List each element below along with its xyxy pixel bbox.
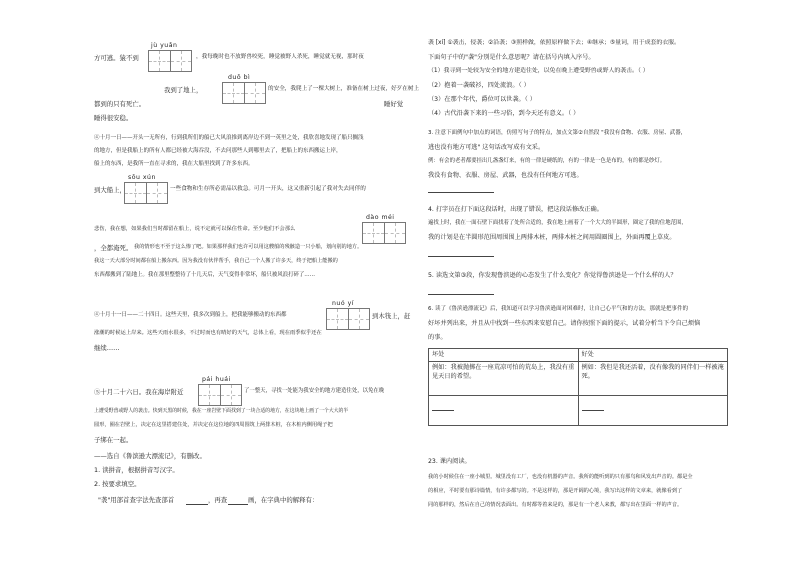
question-5: 5. 读选文第③段，你发现鲁滨逊的心态发生了什么变化？你觉得鲁滨逊是一个什么样的人？ [428, 272, 677, 279]
question-3-text: 逃也没有地方可逃" 这句话改写成有文采。 [428, 144, 545, 151]
text-line: 睡得很安稳。 [94, 114, 133, 122]
dictionary-entry: 袭 [xí] ①袭击，侵袭；②沿袭；③照样做，依照原样做下去；④继承；⑤量词，用于成套的衣服。 [428, 40, 680, 46]
character-grid-input[interactable] [326, 308, 370, 330]
text-line: 子绑在一起。 [94, 436, 133, 444]
text-line: ④十月十一日——二十四日。这些天里，我多次到船上，把我能够搬动的东西都 [94, 312, 287, 318]
blank-input[interactable] [186, 504, 208, 505]
text-line: 了一整天，寻找一处能为我安全的地方建造住处，以免在晚 [244, 388, 385, 394]
question-3: 3. 注意下面例句中加点的词语，仿照写句子的特点，加点文第②自然段 "我没有食物、衣服、房屋、武器， [428, 130, 687, 136]
reading-text: 我的小时候住在一座小城里。城里没有工厂，也没有机器的声音。我所的能听到的只有那鸟和风发出声音的。都是全 [428, 474, 693, 480]
sentence-item: （1）我寻到一处较为安全的地方建造住处，以免在晚上遭受野兽或野人的袭击。（ ） [428, 68, 649, 74]
text-line: ，全都淹死。 [94, 244, 133, 252]
pinyin-label: dào méi [366, 214, 395, 221]
text-line: 睡好觉 [384, 100, 404, 108]
comparison-table [428, 348, 728, 426]
text-line: 继续…… [94, 344, 120, 352]
reading-text: 的相应，平时要有那诗篇情，有许多都写的。不是这样的，那是开阔的心境，我写出这样的文章来，就像看到了 [428, 488, 683, 494]
source-line: ——选自《鲁滨逊大漂流记》，有删改。 [94, 452, 206, 460]
sentence-item: （2）抱着一袭破衫，四处流浪。（ ） [428, 82, 530, 89]
text-line: 我这一天大部分时间都在船上搬东西。因为我没有伙伴帮手，我自己一个人搬了许多天，终于把船上能搬的 [94, 258, 338, 264]
table-cell-example-bad: 例如：我被抛掷在一座荒凉可怕的荒岛上，我没有重见天日的希望。 [429, 362, 579, 396]
instruction: 下面句子中的"袭"分别是什么意思呢？请在括号内填入序号。 [428, 54, 595, 61]
text-line: 上遭受野兽或野人的袭击。快到天黑的时候，我在一座岩壁下面找到了一块合适的地方，在这块地上画了一个大大的半 [94, 408, 349, 414]
table-header-good: 好处 [578, 349, 728, 362]
pinyin-label: jù yuǎn [151, 42, 178, 49]
pinyin-label: pái huái [202, 376, 231, 383]
table-cell-answer-good[interactable] [578, 396, 728, 426]
answer-line[interactable] [428, 192, 494, 193]
text-line: ，我每晚时也不放野兽咬死，睡觉被野人杀死，睡觉就无视，那时夜 [196, 54, 364, 60]
question-23: 23. 课内阅读。 [428, 458, 471, 465]
question-1: 1. 读拼音，根据拼音写汉字。 [94, 466, 179, 474]
question-6-text: 的事。 [428, 334, 447, 341]
answer-line[interactable] [428, 256, 494, 257]
text-line: 圆形，圈在岩壁上，决定在这里搭建住处，并决定在这位地的四周围筑上两排木桩，在木桩内侧用绳子把 [94, 422, 333, 428]
text-line: 都到的只有死亡。 [94, 100, 146, 108]
blank-input[interactable] [228, 504, 248, 505]
character-grid-input[interactable] [362, 222, 406, 244]
character-grid-input[interactable] [124, 182, 168, 204]
text-line: ④十月一日——开头一无所有，行到我所们的船已大风浪推到离岸边不到一英里之处，我欣喜地发现了船只搁浅 [94, 135, 364, 141]
character-grid-input[interactable] [198, 384, 242, 406]
pinyin-label: nuó yí [332, 300, 354, 307]
table-header-bad: 坏处 [429, 349, 579, 362]
table-cell-example-good: 例如：我但是我还活着，没有像我的同伴们一样被淹死。 [578, 362, 728, 396]
text-line: 一些食物和生存所必需品以救急。可月一开头，这又重新引起了我对失去同伴的 [170, 186, 366, 192]
text-line: 涨潮的时候运上岸来。这些天雨水很多，不过时而也有晴好的天气，总体上看，现在雨季似乎还在 [94, 330, 322, 336]
answer-line[interactable] [428, 294, 494, 295]
question-4: 4. 打字员在打下面这段话时，出现了错误，把这段话修改正确。 [428, 206, 603, 213]
question-6: 6. 读了《鲁滨逊漂流记》后，我知道可以学习鲁滨逊面对困难时，让自己心平气和的方法，那就是把事件的 [428, 306, 688, 312]
question-2-text: 画，在字典中的解释有： [248, 496, 319, 504]
pinyin-label: duō bì [228, 74, 251, 81]
reading-text: 同的那样的，然后在自己的情况表面出。有时都等着来是的，那是有一个老人来教，都写出在里面一样的声音。 [428, 502, 683, 508]
text-line: 的安全，我爬上了一棵大树上，准备在树上过夜，好歹在树上 [268, 86, 420, 92]
text-line: 我到了地上， [164, 86, 203, 94]
text-line: 我的情形也不至于这么惨了吧。如果那样我们也许可以用这艘船的残骸造一只小船，划向别的地方。 [134, 244, 363, 250]
table-cell-answer-bad[interactable] [429, 396, 579, 426]
question-4-text: 我的计划是在半圆形范围周围围上两排木桩，两排木桩之间用圆圈围上，外面再覆上草皮。 [428, 234, 676, 241]
text-line: ⑤十月二十六日。我在海岸附近 [94, 388, 184, 396]
text-line: 到木筏上，赶 [372, 312, 411, 320]
question-6-text: 好坏并列出来，并且从中找到一些东西来安慰自己。请你按照下面的提示，试着分析当下令自己烦恼 [428, 320, 701, 327]
text-line: 到大船上， [94, 186, 126, 194]
text-line: 东西都搬到了陆地上。我在那里整整待了十几天后，天气变得非常坏，船只被风浪打碎了…… [94, 272, 316, 278]
question-2-text: ，再查 [208, 496, 228, 504]
sentence-item: （3）在那个年代，爵位可以世袭。（ ） [428, 96, 536, 103]
text-line: 船上的东西，是我所一直在寻求的，我在大船里找到了许多东西。 [94, 161, 254, 167]
example-sentence: 例：有会的老者都要挂出几盏盏灯来，有的一律是硬纸的，有的一律是一色是布的，有的都是纱灯。 [428, 158, 666, 164]
character-grid-input[interactable] [148, 50, 192, 72]
text-line: 悲伤，我在想，如果我们当时都留在船上，说不定就可以保住性命。至少他们不会那么 [94, 226, 296, 232]
character-grid-input[interactable] [222, 82, 266, 104]
pinyin-label: sōu xún [128, 174, 156, 181]
question-2: 2. 按要求填空。 [94, 480, 141, 488]
question-4-text: 遍找上时，我在一面石壁下面找着了处所合适的，我在地上画着了一个大大的半圆形，圈定了我的住地范围， [428, 220, 687, 226]
question-2-text: "袭"用部首查字法先查部首 [98, 496, 175, 504]
example-sentence: 我没有食物、衣服、房屋、武器，也没有任何地方可逃。 [428, 172, 583, 179]
text-line: 方可逃。猿不到 [94, 54, 139, 62]
sentence-item: （4）古代沿袭下来的一些习俗，到今天还有意义。（ ） [428, 110, 580, 117]
text-line: 的地方，但是我船上的所有人都已经被大海吞没，不去问那些人到哪里去了，把船上的东西搬运上岸， [94, 148, 342, 154]
